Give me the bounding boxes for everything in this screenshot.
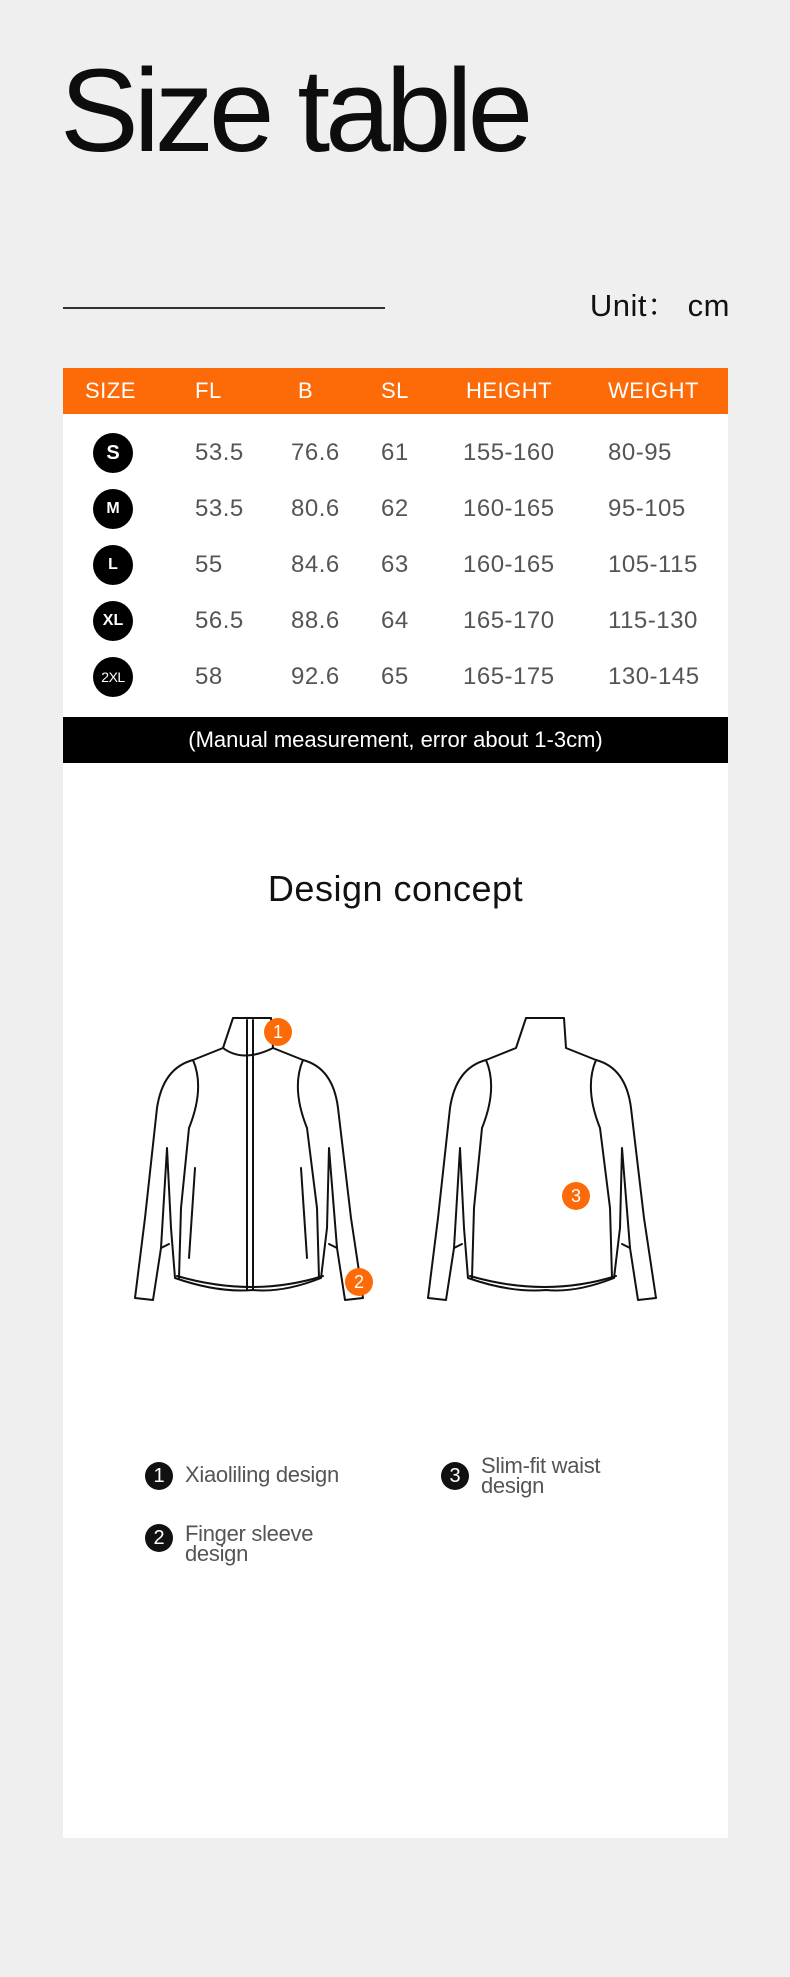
size-badge: XL xyxy=(93,601,133,641)
marker-1-label: 1 xyxy=(272,1022,284,1042)
cell-weight: 115-130 xyxy=(608,607,698,634)
cell-sl: 61 xyxy=(381,439,409,466)
cell-fl: 55 xyxy=(195,551,223,578)
legend-text: Slim-fit waist design xyxy=(481,1453,601,1498)
cell-sl: 62 xyxy=(381,495,409,522)
marker-1 xyxy=(264,1018,292,1046)
jacket-back-illustration xyxy=(426,1008,666,1308)
table-row xyxy=(63,481,728,537)
cell-sl: 64 xyxy=(381,607,409,634)
cell-b: 76.6 xyxy=(291,439,340,466)
legend-number: 3 xyxy=(441,1462,469,1490)
design-concept-title: Design concept xyxy=(267,868,524,909)
header-sl: SL xyxy=(381,378,409,403)
header-height: HEIGHT xyxy=(466,378,553,403)
size-badge: L xyxy=(93,545,133,585)
table-row xyxy=(63,593,728,649)
cell-weight: 105-115 xyxy=(608,551,698,578)
page-title: Size table xyxy=(60,45,529,177)
cell-sl: 63 xyxy=(381,551,409,578)
marker-3-label: 3 xyxy=(570,1186,582,1206)
cell-fl: 53.5 xyxy=(195,439,244,466)
cell-b: 84.6 xyxy=(291,551,340,578)
cell-b: 92.6 xyxy=(291,663,340,690)
marker-2-label: 2 xyxy=(353,1272,365,1292)
jacket-front-illustration xyxy=(133,1008,373,1308)
unit-label: Unit： cm xyxy=(589,288,730,323)
legend-text: Finger sleeve design xyxy=(185,1521,314,1566)
legend-number: 2 xyxy=(145,1524,173,1552)
cell-weight: 95-105 xyxy=(608,495,686,522)
cell-b: 80.6 xyxy=(291,495,340,522)
cell-weight: 130-145 xyxy=(608,663,700,690)
cell-height: 160-165 xyxy=(463,495,555,522)
size-badge: S xyxy=(93,433,133,473)
table-row xyxy=(63,649,728,705)
title-divider xyxy=(63,307,385,309)
cell-b: 88.6 xyxy=(291,607,340,634)
legend-number: 1 xyxy=(145,1462,173,1490)
cell-height: 165-175 xyxy=(463,663,555,690)
marker-3 xyxy=(562,1182,590,1210)
cell-fl: 56.5 xyxy=(195,607,244,634)
table-row xyxy=(63,425,728,481)
cell-weight: 80-95 xyxy=(608,439,672,466)
cell-sl: 65 xyxy=(381,663,409,690)
size-badge: M xyxy=(93,489,133,529)
cell-fl: 58 xyxy=(195,663,223,690)
cell-height: 165-170 xyxy=(463,607,555,634)
header-fl: FL xyxy=(195,378,222,403)
table-row xyxy=(63,537,728,593)
size-badge: 2XL xyxy=(93,657,133,697)
cell-fl: 53.5 xyxy=(195,495,244,522)
marker-2 xyxy=(345,1268,373,1296)
header-b: B xyxy=(298,378,314,403)
legend-text: Xiaoliling design xyxy=(185,1462,339,1487)
table-header xyxy=(63,368,728,414)
header-weight: WEIGHT xyxy=(608,378,699,403)
size-card xyxy=(63,368,728,1838)
cell-height: 160-165 xyxy=(463,551,555,578)
header-size: SIZE xyxy=(85,378,136,403)
cell-height: 155-160 xyxy=(463,439,555,466)
measurement-note: (Manual measurement, error about 1-3cm) xyxy=(63,717,728,763)
